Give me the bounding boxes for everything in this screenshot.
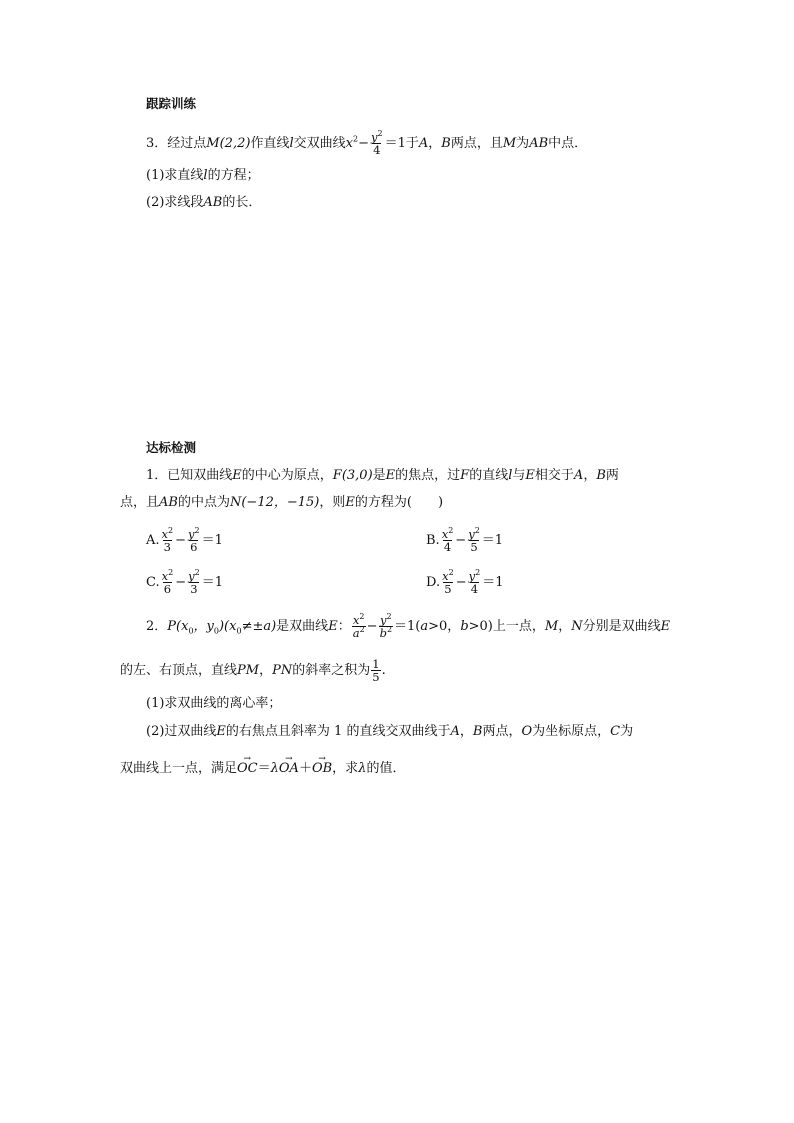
- problem-2-line-1: 2．$P(x_0$，$y_0)(x_0\ne\pm a)$是双曲线E： $\frac{x^2}{a^2}$ − $\frac{y^2}{b^2}$ ＝1(a>0，b>0)上一点，M，N分别是双曲线E: [146, 612, 671, 640]
- var-e: E: [660, 619, 671, 634]
- var-l: l: [289, 136, 294, 151]
- problem-1-line-1: [146, 466, 619, 486]
- problem-2-part-2-line-2: [120, 759, 405, 779]
- text: 与: [512, 468, 526, 483]
- text: ，y: [193, 619, 214, 634]
- var-e: E: [345, 495, 355, 510]
- var-a: a: [420, 619, 429, 634]
- frac-num: y: [380, 613, 387, 627]
- text: 为: [620, 724, 634, 739]
- frac-num: y: [188, 527, 195, 541]
- var-l: l: [203, 168, 208, 183]
- text: 的斜率之积为: [292, 663, 371, 678]
- problem-3-stem: 3．经过点M(2,2)作直线l交双曲线$x^2-$ $\frac{y^2}{4}$ ＝1于A，B两点，且M为AB中点．: [146, 129, 588, 157]
- var-lambda: λ: [358, 761, 367, 776]
- option-d[interactable]: D. $\frac{x^2}{5}$ − $\frac{y^2}{4}$ ＝1: [426, 568, 504, 596]
- vector-oc: → OC: [237, 759, 258, 779]
- frac-num: y: [468, 527, 475, 541]
- text: 交双曲线: [293, 136, 346, 151]
- text: 分别是双曲线: [582, 619, 661, 634]
- text: ，求: [332, 761, 359, 776]
- line-pn: PN: [272, 663, 293, 678]
- frac-num: x: [161, 527, 169, 541]
- text: ，则: [319, 495, 346, 510]
- point-n: N: [571, 619, 583, 634]
- option-b[interactable]: B. $\frac{x^2}{4}$ − $\frac{y^2}{5}$ ＝1: [426, 526, 504, 554]
- var-e: E: [385, 468, 396, 483]
- fraction: $\frac{y^2}{4}$: [468, 568, 481, 596]
- point-a: A: [418, 136, 429, 151]
- point-m2: M: [502, 136, 517, 151]
- var-e: E: [328, 619, 338, 634]
- segment-ab: AB: [159, 495, 178, 510]
- comma: ，: [428, 136, 442, 151]
- text: 是: [372, 468, 386, 483]
- text: 中点．: [548, 136, 588, 151]
- var-e: E: [525, 468, 535, 483]
- fraction: $\frac{x^2}{3}$: [161, 526, 174, 554]
- text: 的左、右顶点，直线: [120, 663, 238, 678]
- condition: ≠±a): [241, 619, 277, 634]
- frac-num: x: [161, 569, 169, 583]
- var-lambda: λ: [270, 761, 279, 776]
- frac-den: 6: [163, 582, 172, 596]
- segment-ab: AB: [203, 195, 223, 210]
- var-x: x: [345, 136, 353, 151]
- text: )(x: [218, 619, 237, 634]
- frac-den: a: [352, 626, 360, 640]
- frac-num: x: [352, 613, 360, 627]
- text: >0)上一点，: [468, 619, 545, 634]
- fraction: $\frac{x^2}{6}$: [161, 568, 174, 596]
- frac-den: 6: [190, 540, 198, 554]
- fraction: $\frac{y^2}{6}$: [188, 526, 200, 554]
- text: 两点，且: [450, 136, 503, 151]
- fraction-y2-over-4: $\frac{y^2}{4}$: [370, 129, 383, 157]
- option-label: B.: [426, 533, 440, 548]
- problem-3-part-1: [146, 166, 260, 186]
- problem-number: 2．: [146, 619, 168, 634]
- point-m: M: [544, 619, 559, 634]
- frac-den: 4: [373, 143, 381, 157]
- var-b: b: [460, 619, 469, 634]
- problem-3-part-2: [146, 193, 261, 213]
- frac-den: 3: [190, 582, 198, 596]
- text: 的中点为: [177, 495, 230, 510]
- point-a: A: [450, 724, 460, 739]
- text: .: [381, 663, 386, 678]
- comma: ，: [558, 619, 572, 634]
- colon: ：: [337, 619, 351, 634]
- comma: ，: [583, 468, 597, 483]
- vector-oa: → OA: [279, 759, 299, 779]
- text: (2)过双曲线: [146, 724, 217, 739]
- frac-num: x: [441, 527, 449, 541]
- text: 为: [516, 136, 530, 151]
- point-b: B: [472, 724, 483, 739]
- frac-num: y: [468, 569, 476, 583]
- text: 点，且: [120, 495, 160, 510]
- fraction: $\frac{y^2}{3}$: [188, 568, 200, 596]
- frac-den: 5: [470, 540, 478, 554]
- problem-2-part-1: (1)求双曲线的离心率；: [146, 696, 282, 711]
- option-label: D.: [426, 575, 441, 590]
- text: 双曲线上一点，满足: [120, 761, 238, 776]
- text: 的长．: [222, 195, 262, 210]
- section-heading-tracking: 跟踪训练: [146, 96, 197, 111]
- text: 1．已知双曲线: [146, 468, 233, 483]
- text: ＝1(: [394, 619, 421, 634]
- text: 为坐标原点，: [532, 724, 611, 739]
- segment-ab: AB: [529, 136, 549, 151]
- equals-one: ＝1: [201, 533, 223, 548]
- fraction: $\frac{x^2}{5}$: [442, 568, 454, 596]
- option-label: C.: [146, 575, 160, 590]
- problem-2-line-2: [120, 658, 386, 683]
- text: >0，: [428, 619, 461, 634]
- sub: 0: [188, 626, 194, 636]
- frac-den: 5: [444, 582, 452, 596]
- text: 的右焦点且斜率为 1 的直线交双曲线于: [225, 724, 451, 739]
- point-a: A: [573, 468, 584, 483]
- equals-one: ＝1: [481, 533, 504, 548]
- var-e: E: [232, 468, 242, 483]
- point-b: B: [596, 468, 606, 483]
- option-a[interactable]: A. $\frac{x^2}{3}$ − $\frac{y^2}{6}$ ＝1: [146, 526, 223, 554]
- var-e: E: [216, 724, 226, 739]
- text: 作直线: [250, 136, 290, 151]
- frac-num: 1: [372, 657, 380, 671]
- text: (1)求直线: [146, 168, 204, 183]
- text: 的直线: [469, 468, 509, 483]
- point-f: F(3,0): [332, 468, 373, 483]
- frac-den: b: [379, 626, 387, 640]
- fraction-1-over-5: [371, 658, 380, 683]
- option-c[interactable]: C. $\frac{x^2}{6}$ − $\frac{y^2}{3}$ ＝1: [146, 568, 223, 596]
- equals-one: ＝1: [384, 136, 406, 151]
- text: 的方程为( ): [354, 495, 444, 510]
- text: 的值．: [366, 761, 406, 776]
- plus: ＋: [298, 761, 312, 776]
- equals-one: ＝1: [482, 575, 504, 590]
- point-b: B: [441, 136, 451, 151]
- problem-2-part-2-line-1: [146, 722, 633, 742]
- frac-num: x: [442, 569, 449, 583]
- point-o: O: [521, 724, 533, 739]
- point-f: F: [460, 468, 470, 483]
- fraction-x2-over-a2: $\frac{x^2}{a^2}$: [352, 612, 365, 640]
- text: 两: [605, 468, 619, 483]
- point-m: M(2,2): [206, 136, 251, 151]
- fraction-y2-over-b2: $\frac{y^2}{b^2}$: [379, 612, 393, 640]
- text: 于: [405, 136, 419, 151]
- frac-den: 4: [443, 540, 452, 554]
- text: 的方程；: [207, 168, 260, 183]
- problem-number: 3．: [146, 136, 168, 151]
- vector-ob: → OB: [312, 759, 332, 779]
- text: 的焦点，过: [395, 468, 461, 483]
- point-n: N(−12，−15): [229, 495, 320, 510]
- comma: ，: [459, 724, 473, 739]
- text: 的中心为原点，: [241, 468, 333, 483]
- frac-den: 5: [372, 670, 380, 684]
- text: 两点，: [482, 724, 522, 739]
- frac-num: y: [188, 569, 195, 583]
- text: 经过点: [167, 136, 207, 151]
- var-l: l: [508, 468, 513, 483]
- equals: ＝: [257, 761, 271, 776]
- sub: 0: [213, 626, 219, 636]
- frac-den: 4: [470, 582, 479, 596]
- fraction: $\frac{y^2}{5}$: [468, 526, 480, 554]
- problem-1-line-2: [120, 493, 443, 513]
- point-p: P(x: [167, 619, 189, 634]
- frac-num: y: [370, 130, 378, 144]
- line-pm: PM: [237, 663, 260, 678]
- option-label: A.: [146, 533, 160, 548]
- text: 相交于: [534, 468, 574, 483]
- text: 是双曲线: [276, 619, 329, 634]
- frac-den: 3: [163, 540, 171, 554]
- point-c: C: [610, 724, 621, 739]
- minus: −: [358, 136, 369, 151]
- section-heading-standard-check: 达标检测: [146, 440, 197, 455]
- text: ，: [259, 663, 273, 678]
- text: (2)求线段: [146, 195, 204, 210]
- fraction: $\frac{x^2}{4}$: [441, 526, 454, 554]
- sub: 0: [236, 626, 242, 636]
- equals-one: ＝1: [201, 575, 223, 590]
